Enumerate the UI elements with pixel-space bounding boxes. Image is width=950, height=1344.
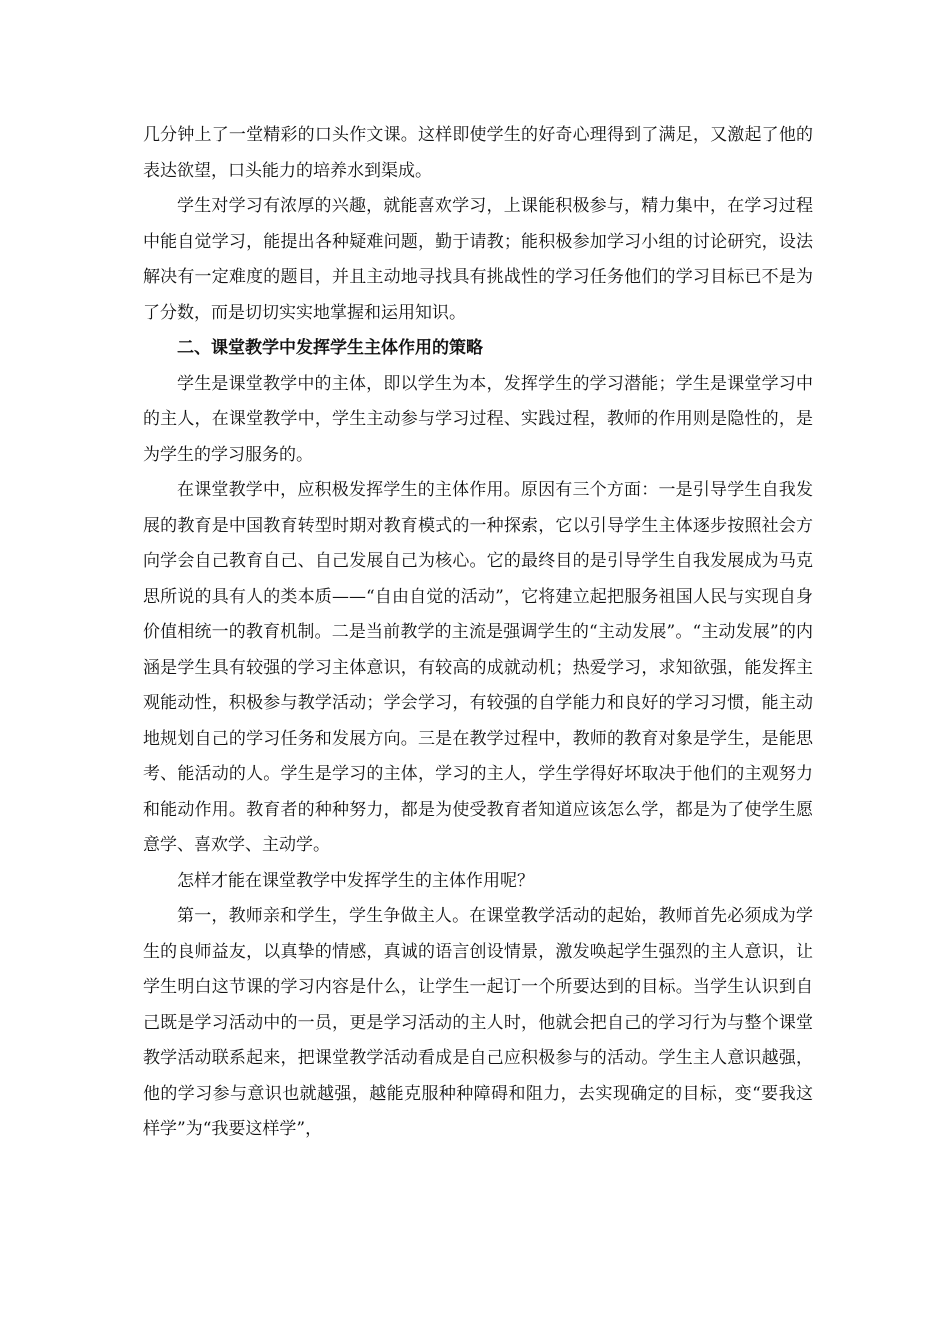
paragraph-student-subject: 学生是课堂教学中的主体，即以学生为本，发挥学生的学习潜能；学生是课堂学习中的主人，在课堂教学中，学生主动参与学习过程、实践过程，教师的作用则是隐性的，是为学生的学习服务的。 [143,373,813,465]
paragraph-learning-interest: 学生对学习有浓厚的兴趣，就能喜欢学习，上课能积极参与，精力集中，在学习过程中能自觉学习，能提出各种疑难问题，勤于请教；能积极参加学习小组的讨论研究，设法解决有一定难度的题目，并且主动地寻找具有挑战性的学习任务他们的学习目标已不是为了分数，而是切切实实地掌握和运用知识。 [143,196,813,323]
paragraph-continuation: 几分钟上了一堂精彩的口头作文课。这样即使学生的好奇心理得到了满足，又激起了他的表达欲望，口头能力的培养水到渠成。 [143,125,813,181]
document-body [143,118,813,1148]
paragraph-first-strategy: 第一，教师亲和学生，学生争做主人。在课堂教学活动的起始，教师首先必须成为学生的良师益友，以真挚的情感，真诚的语言创设情景，激发唤起学生强烈的主人意识，让学生明白这节课的学习内容是什么，让学生一起订一个所要达到的目标。当学生认识到自己既是学习活动中的一员，更是学习活动的主人时，他就会把自己的学习行为与整个课堂教学活动联系起来，把课堂教学活动看成是自己应积极参与的活动。学生主人意识越强，他的学习参与意识也就越强，越能克服种种障碍和阻力，去实现确定的目标，变“要我这样学”为“我要这样学”， [143,906,813,1139]
paragraph-three-reasons: 在课堂教学中，应积极发挥学生的主体作用。原因有三个方面：一是引导学生自我发展的教育是中国教育转型时期对教育模式的一种探索，它以引导学生主体逐步按照社会方向学会自己教育自己、自己发展自己为核心。它的最终目的是引导学生自我发展成为马克思所说的具有人的类本质——“自由自觉的活动”，它将建立起把服务祖国人民与实现自身价值相统一的教育机制。二是当前教学的主流是强调学生的“主动发展”。“主动发展”的内涵是学生具有较强的学习主体意识，有较高的成就动机；热爱学习，求知欲强，能发挥主观能动性，积极参与教学活动；学会学习，有较强的自学能力和良好的学习习惯，能主动地规划自己的学习任务和发展方向。三是在教学过程中，教师的教育对象是学生，是能思考、能活动的人。学生是学习的主体，学习的主人，学生学得好坏取决于他们的主观努力和能动作用。教育者的种种努力，都是为使受教育者知道应该怎么学，都是为了使学生愿意学、喜欢学、主动学。 [143,480,813,855]
section-heading: 二、课堂教学中发挥学生主体作用的策略 [177,338,483,358]
paragraph-question: 怎样才能在课堂教学中发挥学生的主体作用呢？ [177,870,534,891]
